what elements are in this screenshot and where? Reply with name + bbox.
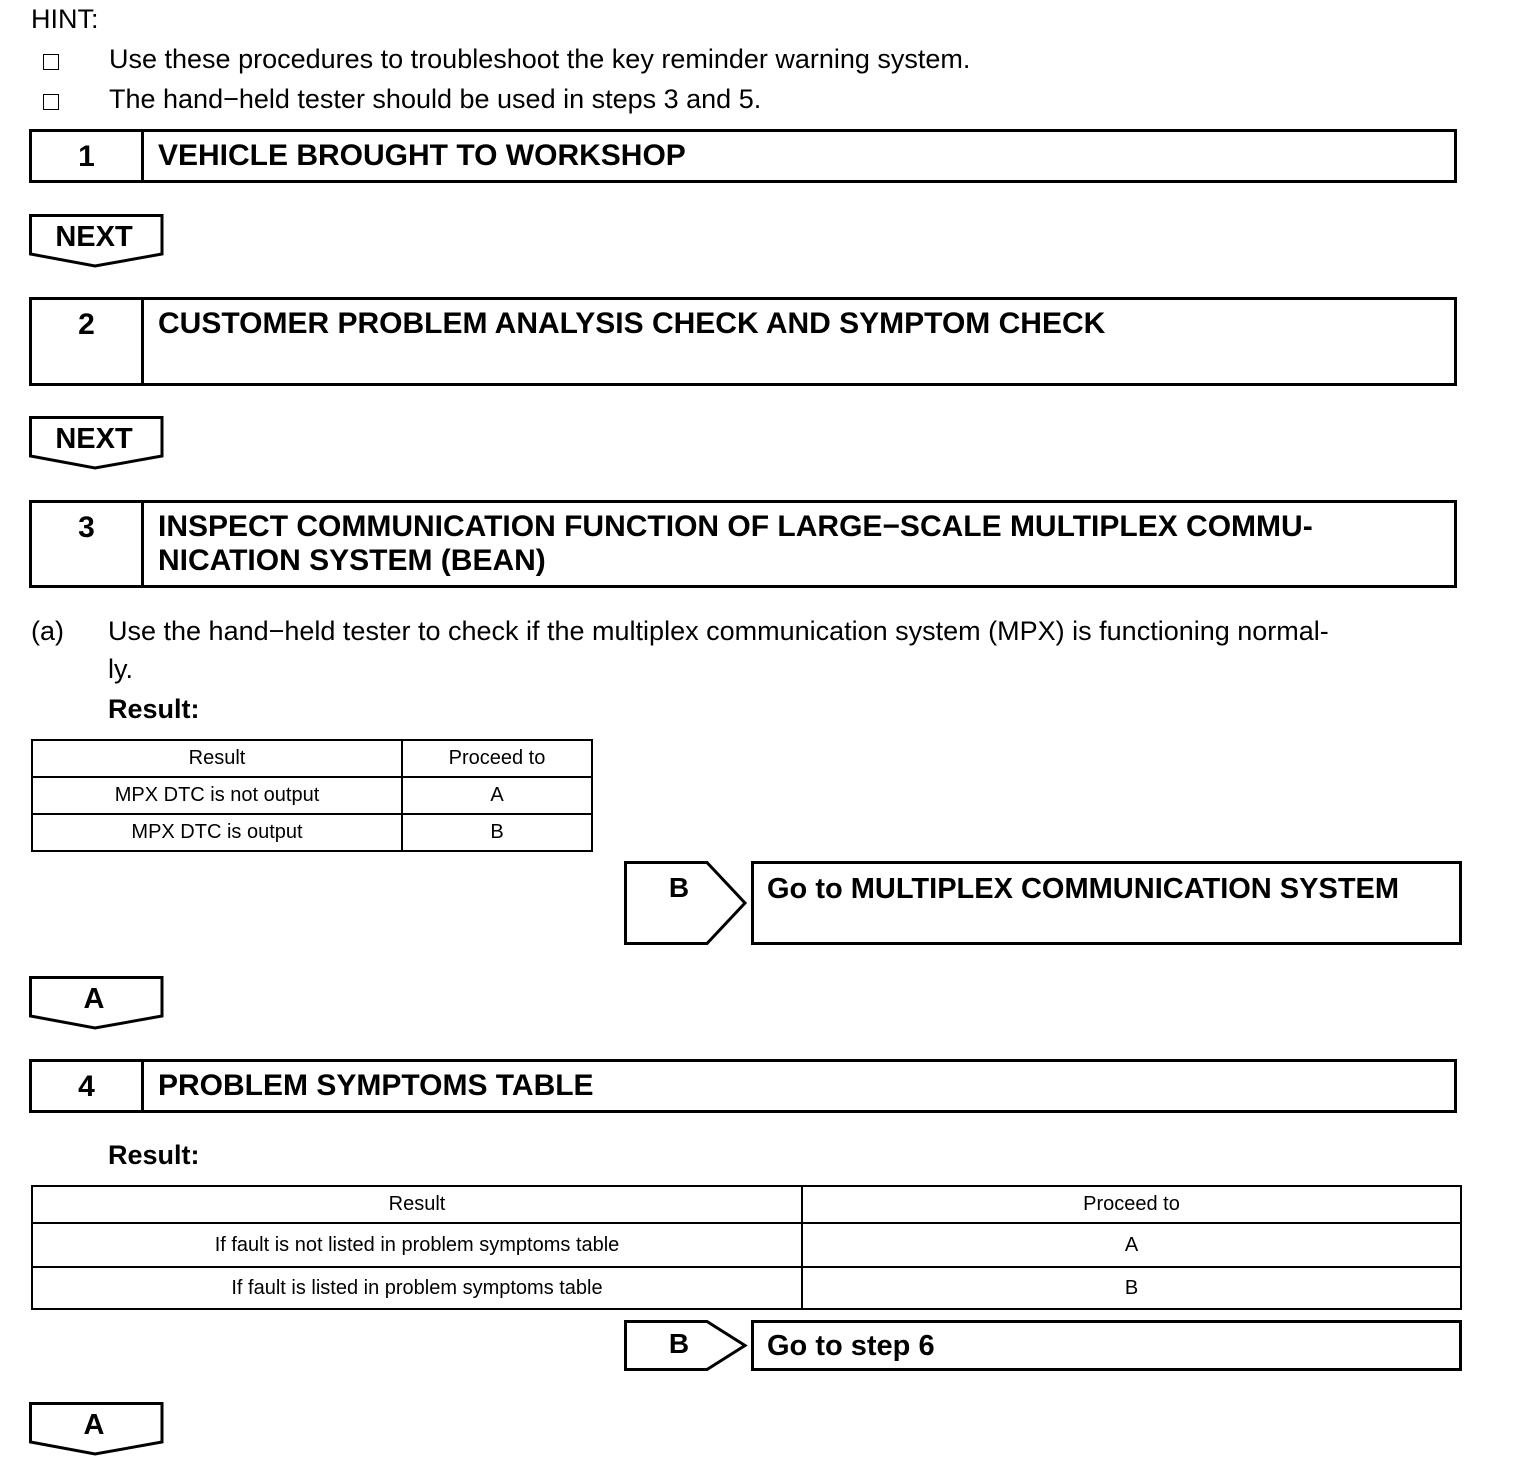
table-cell: A bbox=[402, 777, 592, 814]
table-cell: B bbox=[402, 814, 592, 851]
step-4-header bbox=[29, 1059, 1457, 1113]
table-cell: A bbox=[802, 1223, 1461, 1267]
proceed-a-button[interactable]: A bbox=[29, 1402, 165, 1456]
table-header: Result bbox=[32, 1186, 802, 1223]
instruction-line: Use the hand−held tester to check if the multiplex communication system (MPX) is functioning normal- bbox=[108, 616, 1329, 646]
table-header: Proceed to bbox=[402, 740, 592, 777]
result-table bbox=[31, 739, 593, 852]
table-header: Result bbox=[32, 740, 402, 777]
result-table bbox=[31, 1185, 1462, 1310]
result-label: Result: bbox=[108, 1140, 200, 1170]
branch-b-link[interactable] bbox=[624, 1320, 1462, 1371]
table-header-row bbox=[32, 1186, 1461, 1223]
step-title: INSPECT COMMUNICATION FUNCTION OF LARGE−SCALE MULTIPLEX COMMU- NICATION SYSTEM (BEAN) bbox=[158, 510, 1313, 577]
table-cell: B bbox=[802, 1267, 1461, 1309]
step-number: 2 bbox=[32, 300, 144, 383]
step-title: PROBLEM SYMPTOMS TABLE bbox=[158, 1069, 594, 1102]
table-header: Proceed to bbox=[802, 1186, 1461, 1223]
step-number: 4 bbox=[32, 1062, 144, 1110]
next-button[interactable]: NEXT bbox=[29, 416, 165, 470]
next-button[interactable]: NEXT bbox=[29, 214, 165, 268]
bullet-square-icon bbox=[43, 54, 59, 70]
step-number: 3 bbox=[32, 503, 144, 585]
branch-destination: Go to MULTIPLEX COMMUNICATION SYSTEM bbox=[751, 861, 1462, 945]
result-label: Result: bbox=[108, 694, 200, 724]
table-row bbox=[32, 814, 592, 851]
sub-step-label: (a) bbox=[31, 616, 64, 646]
branch-letter: B bbox=[668, 872, 690, 903]
branch-destination: Go to step 6 bbox=[751, 1320, 1462, 1371]
step-1-header bbox=[29, 129, 1457, 183]
proceed-a-button[interactable]: A bbox=[29, 976, 165, 1030]
step-number: 1 bbox=[32, 132, 144, 180]
table-row bbox=[32, 1267, 1461, 1309]
table-cell: If fault is listed in problem symptoms table bbox=[32, 1267, 802, 1309]
step-title: CUSTOMER PROBLEM ANALYSIS CHECK AND SYMPTOM CHECK bbox=[158, 307, 1106, 340]
table-cell: MPX DTC is not output bbox=[32, 777, 402, 814]
step-title: VEHICLE BROUGHT TO WORKSHOP bbox=[158, 139, 686, 172]
branch-letter: B bbox=[668, 1328, 690, 1359]
table-row bbox=[32, 777, 592, 814]
table-row bbox=[32, 1223, 1461, 1267]
hint-label: HINT: bbox=[31, 4, 99, 34]
bullet-square-icon bbox=[43, 94, 59, 110]
table-cell: MPX DTC is output bbox=[32, 814, 402, 851]
step-3-header bbox=[29, 500, 1457, 588]
branch-b-link[interactable] bbox=[624, 861, 1462, 945]
table-header-row bbox=[32, 740, 592, 777]
table-cell: If fault is not listed in problem symptoms table bbox=[32, 1223, 802, 1267]
step-2-header bbox=[29, 297, 1457, 386]
instruction-line: ly. bbox=[108, 654, 133, 684]
